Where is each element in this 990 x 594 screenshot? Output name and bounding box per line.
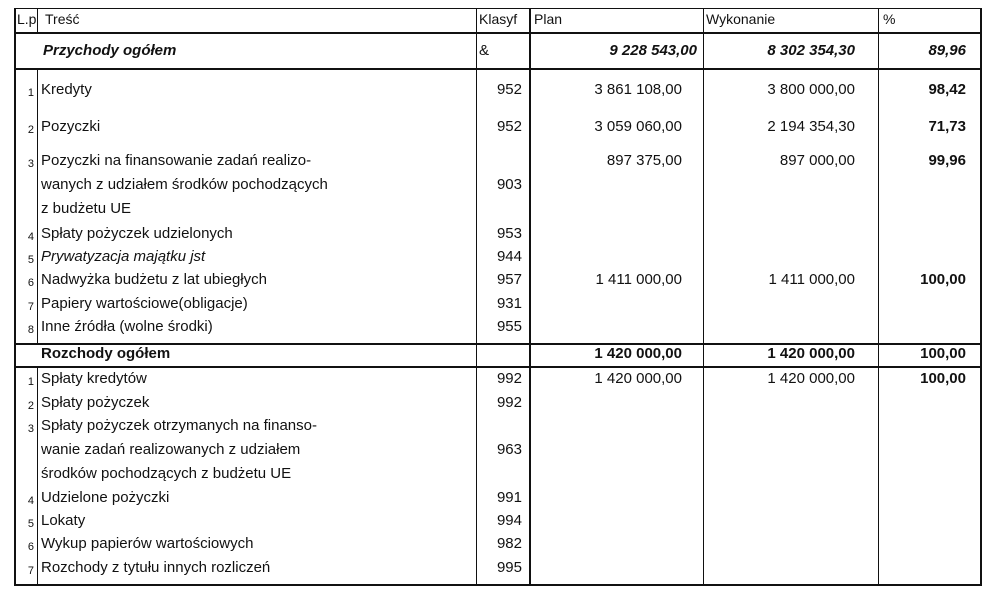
income-row-wykonanie: 2 194 354,30 <box>767 118 855 135</box>
expense-total-procent: 100,00 <box>920 345 966 362</box>
income-row-procent: 71,73 <box>928 118 966 135</box>
income-row-text-line: wanych z udziałem środków pochodzących <box>41 176 328 193</box>
income-row-text-line: Kredyty <box>41 81 92 98</box>
income-row-number: 8 <box>27 324 34 336</box>
expense-total-rule <box>14 366 980 368</box>
expense-row-klasyf: 991 <box>496 489 522 506</box>
income-row-text-line: Inne źródła (wolne środki) <box>41 318 213 335</box>
expense-row-klasyf: 992 <box>496 370 522 387</box>
expense-row-text-line: Wykup papierów wartościowych <box>41 535 254 552</box>
expense-total-wykonanie: 1 420 000,00 <box>767 345 855 362</box>
income-row-text-line: Papiery wartościowe(obligacje) <box>41 295 248 312</box>
income-row-wykonanie: 1 411 000,00 <box>768 271 855 288</box>
income-row-plan: 3 861 108,00 <box>594 81 682 98</box>
income-row-number: 1 <box>27 87 34 99</box>
income-row-procent: 98,42 <box>928 81 966 98</box>
expense-row-number: 2 <box>27 400 34 412</box>
income-row-klasyf: 903 <box>496 176 522 193</box>
expense-row-plan: 1 420 000,00 <box>594 370 682 387</box>
expense-total-label: Rozchody ogółem <box>41 345 171 362</box>
income-row-wykonanie: 897 000,00 <box>779 152 855 169</box>
col-lp-rule-income <box>37 68 38 343</box>
expense-row-number: 4 <box>27 495 34 507</box>
border-right <box>980 8 982 586</box>
table-border-bottom <box>14 584 980 586</box>
expense-row-klasyf: 963 <box>496 441 522 458</box>
income-row-number: 6 <box>27 277 34 289</box>
income-total-wykonanie: 8 302 354,30 <box>767 42 855 59</box>
expense-row-text-line: Lokaty <box>41 512 86 529</box>
header-lp: L.p <box>17 11 37 27</box>
income-total-rule <box>14 68 980 70</box>
income-total-procent: 89,96 <box>928 42 966 59</box>
income-row-number: 2 <box>27 124 34 136</box>
expense-row-text-line: Spłaty kredytów <box>41 370 147 387</box>
expense-row-text-line: Udzielone pożyczki <box>41 489 170 506</box>
expense-row-klasyf: 982 <box>496 535 522 552</box>
income-row-text-line: Nadwyżka budżetu z lat ubiegłych <box>41 271 267 288</box>
header-procent: % <box>883 11 896 27</box>
expense-total-plan: 1 420 000,00 <box>594 345 682 362</box>
expense-row-number: 3 <box>27 423 34 435</box>
expense-row-text-line: Spłaty pożyczek otrzymanych na finanso- <box>41 417 317 434</box>
income-row-klasyf: 953 <box>496 225 522 242</box>
header-tresc: Treść <box>45 11 80 27</box>
income-row-plan: 1 411 000,00 <box>595 271 682 288</box>
income-row-plan: 3 059 060,00 <box>594 118 682 135</box>
income-row-procent: 100,00 <box>920 271 966 288</box>
expense-row-number: 1 <box>27 376 34 388</box>
income-row-klasyf: 931 <box>496 295 522 312</box>
header-bottom-rule <box>14 32 980 34</box>
income-row-text-line: Pozyczki <box>41 118 101 135</box>
income-row-text-line: Spłaty pożyczek udzielonych <box>41 225 233 242</box>
income-row-text-line: Prywatyzacja majątku jst <box>41 248 206 265</box>
border-left <box>14 8 16 584</box>
income-total-klasyf: & <box>479 42 490 59</box>
income-total-plan: 9 228 543,00 <box>609 42 697 59</box>
income-row-klasyf: 952 <box>496 81 522 98</box>
income-row-number: 4 <box>27 231 34 243</box>
income-row-klasyf: 944 <box>496 248 522 265</box>
expense-row-number: 7 <box>27 565 34 577</box>
header-klasyf: Klasyf <box>479 11 518 27</box>
income-row-number: 7 <box>27 301 34 313</box>
expense-row-text-line: Spłaty pożyczek <box>41 394 150 411</box>
income-row-number: 3 <box>27 158 34 170</box>
expense-row-klasyf: 995 <box>496 559 522 576</box>
income-row-text-line: Pozyczki na finansowanie zadań realizo- <box>41 152 312 169</box>
header-plan: Plan <box>534 11 563 27</box>
expense-row-number: 5 <box>27 518 34 530</box>
expense-row-text-line: wanie zadań realizowanych z udziałem <box>41 441 301 458</box>
income-row-klasyf: 957 <box>496 271 522 288</box>
income-row-klasyf: 955 <box>496 318 522 335</box>
col-lp-rule-header <box>37 8 38 32</box>
income-row-text-line: z budżetu UE <box>41 200 132 217</box>
income-row-klasyf: 952 <box>496 118 522 135</box>
expense-row-klasyf: 994 <box>496 512 522 529</box>
expense-row-klasyf: 992 <box>496 394 522 411</box>
income-row-number: 5 <box>27 254 34 266</box>
income-row-procent: 99,96 <box>928 152 966 169</box>
col-lp-rule-expense <box>37 366 38 584</box>
expense-row-number: 6 <box>27 541 34 553</box>
income-row-wykonanie: 3 800 000,00 <box>767 81 855 98</box>
income-row-plan: 897 375,00 <box>606 152 682 169</box>
expense-row-text-line: Rozchody z tytułu innych rozliczeń <box>41 559 271 576</box>
expense-row-wykonanie: 1 420 000,00 <box>767 370 855 387</box>
table-border-top <box>14 8 980 9</box>
expense-row-text-line: środków pochodzących z budżetu UE <box>41 465 292 482</box>
income-total-label: Przychody ogółem <box>43 42 177 59</box>
expense-row-procent: 100,00 <box>920 370 966 387</box>
header-wykonanie: Wykonanie <box>706 11 776 27</box>
